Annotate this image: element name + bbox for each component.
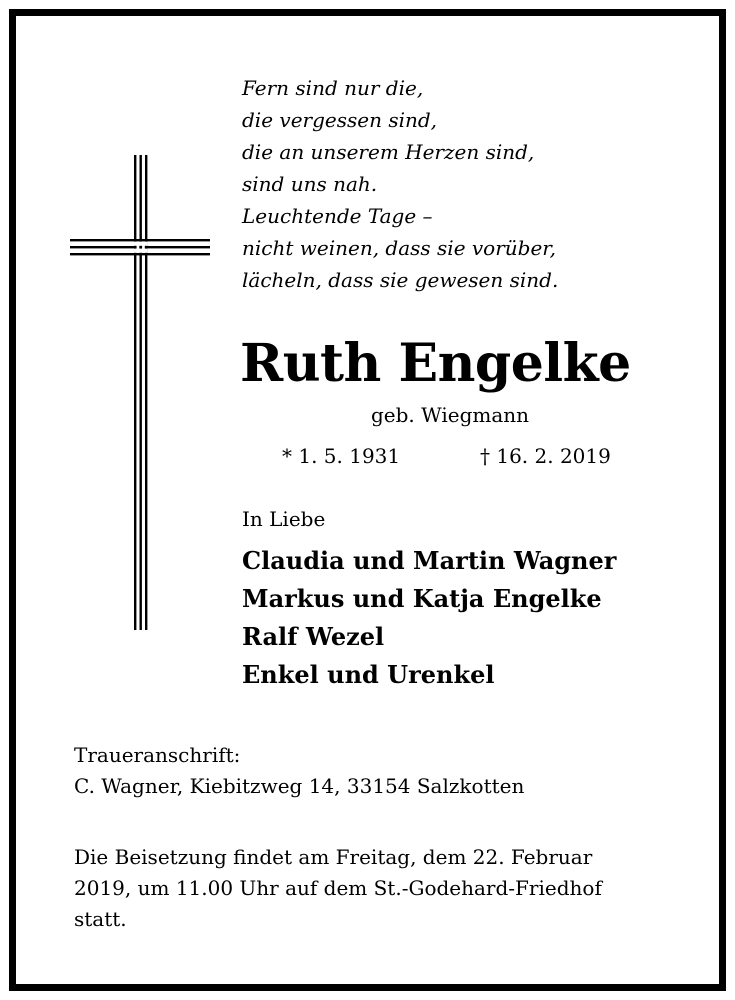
poem (242, 72, 558, 296)
funeral-line: statt. (74, 907, 127, 931)
address-value: C. Wagner, Kiebitzweg 14, 33154 Salzkotten (74, 774, 525, 798)
birth-date: * 1. 5. 1931 (282, 444, 401, 468)
mourners-list (242, 542, 616, 694)
poem-line: die an unserem Herzen sind, (242, 140, 535, 164)
deceased-name: Ruth Engelke (240, 333, 631, 394)
cross-icon (70, 155, 210, 630)
mourning-address (74, 740, 524, 802)
funeral-line: 2019, um 11.00 Uhr auf dem St.-Godehard-Friedhof (74, 876, 602, 900)
funeral-line: Die Beisetzung findet am Freitag, dem 22. Februar (74, 845, 593, 869)
maiden-name: geb. Wiegmann (370, 403, 530, 427)
poem-line: Leuchtende Tage – (242, 204, 433, 228)
address-label: Traueranschrift: (74, 743, 241, 767)
mourners-intro: In Liebe (242, 507, 326, 531)
mourner-name: Markus und Katja Engelke (242, 584, 602, 613)
mourner-name: Enkel und Urenkel (242, 660, 495, 689)
poem-line: die vergessen sind, (242, 108, 438, 132)
funeral-notice (74, 842, 602, 935)
poem-line: nicht weinen, dass sie vorüber, (242, 236, 557, 260)
poem-line: lächeln, dass sie gewesen sind. (242, 268, 559, 292)
mourner-name: Claudia und Martin Wagner (242, 546, 617, 575)
mourner-name: Ralf Wezel (242, 622, 385, 651)
poem-line: Fern sind nur die, (242, 76, 424, 100)
poem-line: sind uns nah. (242, 172, 378, 196)
death-date: † 16. 2. 2019 (480, 444, 611, 468)
